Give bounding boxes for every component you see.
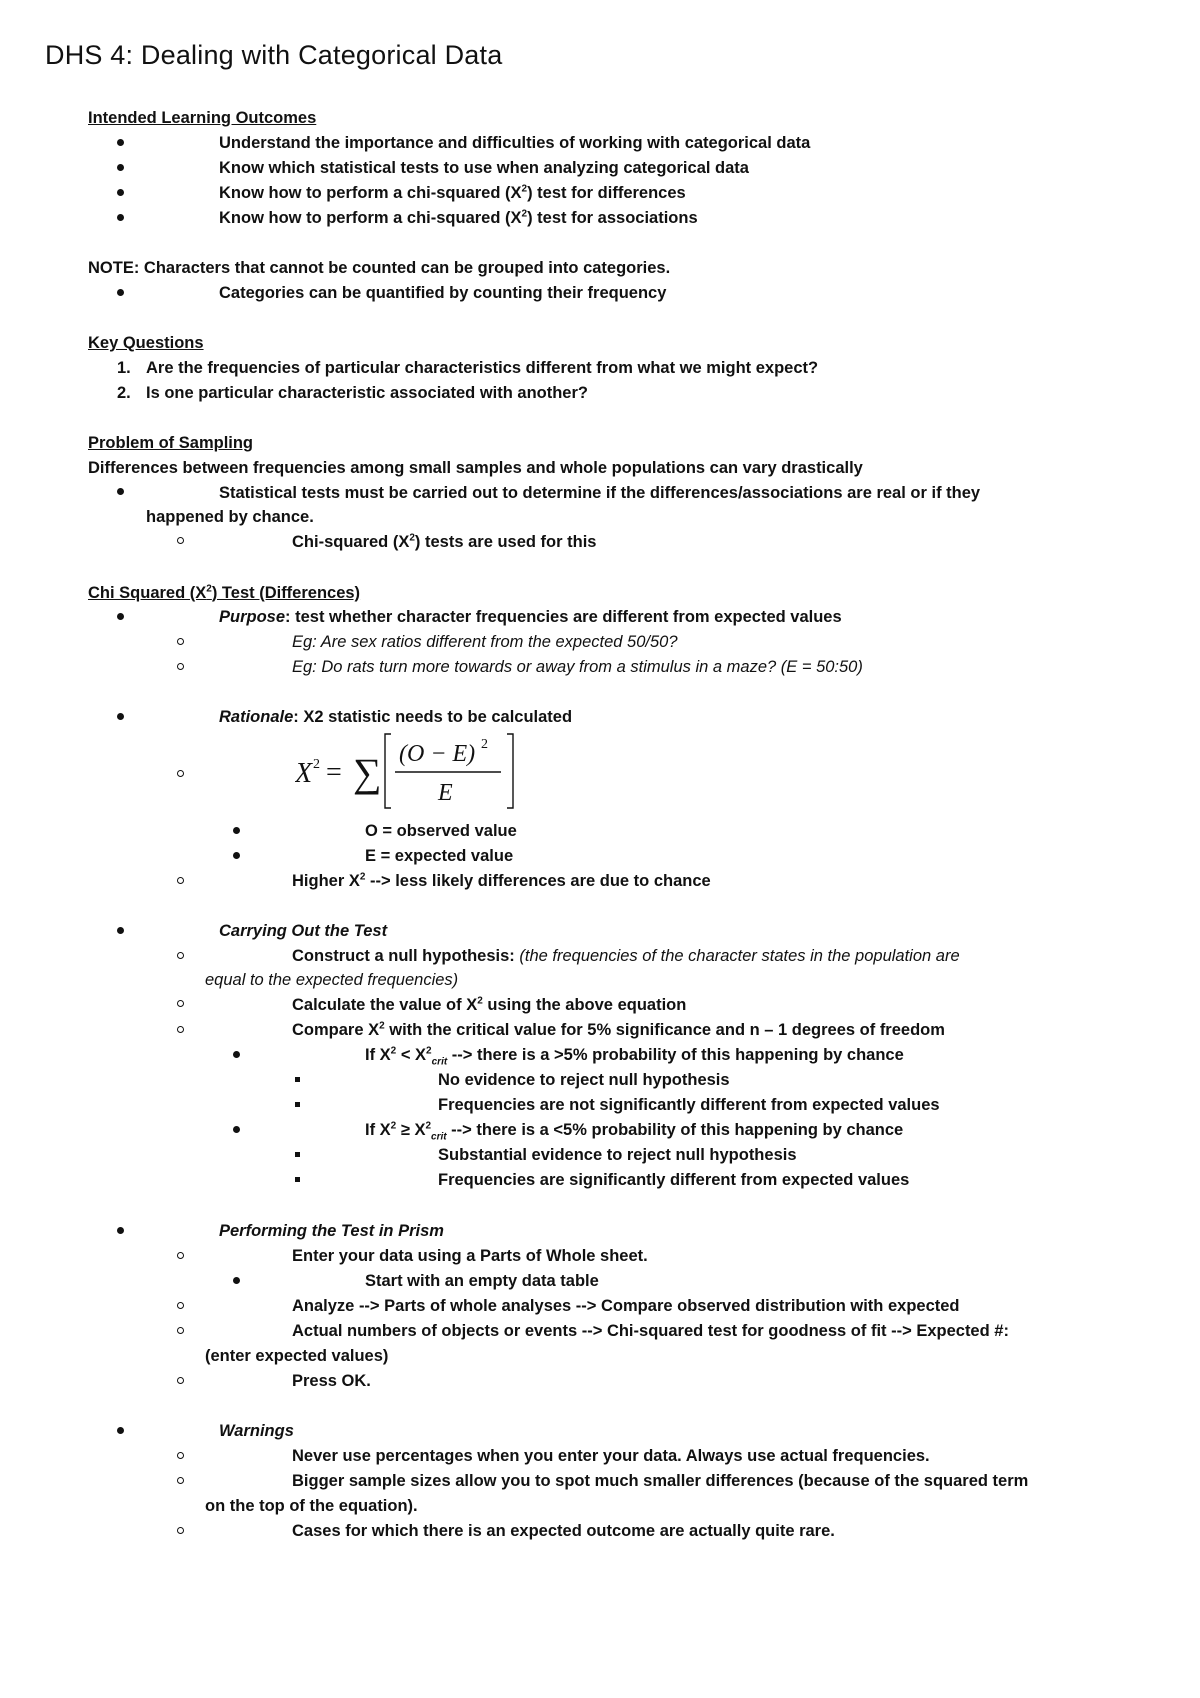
ilo-item-1: Understand the importance and difficulties of working with categorical data (219, 134, 811, 152)
bullet-circle (177, 1252, 184, 1259)
bullet-disc (117, 289, 124, 296)
prism-heading: Performing the Test in Prism (219, 1222, 444, 1240)
bullet-disc (233, 1051, 240, 1058)
warning-2-line2: on the top of the equation). (205, 1497, 418, 1515)
bullet-circle (177, 1026, 184, 1033)
bullet-disc (117, 164, 124, 171)
observed-definition: O = observed value (365, 822, 517, 840)
compare-line: Compare $X^2$ with the critical value for 5% significance and n – 1 degrees of freedom (292, 1020, 945, 1039)
bullet-circle (177, 1302, 184, 1309)
warning-2-line1: Bigger sample sizes allow you to spot much smaller differences (because of the squared term (292, 1472, 1029, 1490)
bullet-circle (177, 537, 184, 544)
bullet-disc (117, 713, 124, 720)
chi-squared-equation (295, 730, 525, 812)
note-bullet: Categories can be quantified by counting their frequency (219, 284, 667, 302)
bullet-disc (117, 189, 124, 196)
svg-text:(O − E): (O − E) (399, 741, 476, 767)
svg-text:X: X (295, 758, 313, 789)
bullet-circle (177, 1452, 184, 1459)
ilo-item-4: Know how to perform a chi-squared $(X^2)$ test for associations (219, 208, 698, 227)
svg-text:E: E (438, 780, 453, 806)
bullet-circle (177, 663, 184, 670)
sampling-bullet-line1: Statistical tests must be carried out to determine if the differences/associations are real or if they (219, 484, 981, 502)
example-1: Eg: Are sex ratios different from the expected 50/50? (292, 633, 678, 651)
warning-1: Never use percentages when you enter your data. Always use actual frequencies. (292, 1447, 930, 1465)
svg-text:=: = (326, 757, 342, 788)
ilo-item-2: Know which statistical tests to use when analyzing categorical data (219, 159, 749, 177)
bullet-disc (233, 1277, 240, 1284)
bullet-disc (233, 852, 240, 859)
bullet-square (295, 1077, 300, 1082)
list-number: 2. (117, 384, 131, 402)
prism-step-1a: Start with an empty data table (365, 1272, 599, 1290)
svg-text:2: 2 (481, 737, 488, 752)
svg-text:2: 2 (313, 757, 320, 772)
bullet-circle (177, 1377, 184, 1384)
if-less-than-crit: If $X^2 < X^2_{crit}$ --> there is a >5% probability of this happening by chance (365, 1045, 904, 1068)
example-2: Eg: Do rats turn more towards or away from a stimulus in a maze? (E = 50:50) (292, 658, 863, 676)
calculate-line: Calculate the value of $X^2$ using the above equation (292, 995, 687, 1014)
svg-text:∑: ∑ (353, 750, 382, 795)
bullet-square (295, 1102, 300, 1107)
carrying-out-heading: Carrying Out the Test (219, 922, 388, 940)
bullet-disc (117, 214, 124, 221)
bullet-circle (177, 1000, 184, 1007)
bullet-circle (177, 638, 184, 645)
prism-step-3-line2: (enter expected values) (205, 1347, 389, 1365)
sampling-bullet-line2: happened by chance. (146, 508, 314, 526)
higher-x2-line: Higher $X^2$ --> less likely differences are due to chance (292, 871, 711, 890)
bullet-disc (117, 927, 124, 934)
bullet-disc (117, 613, 124, 620)
prism-step-4: Press OK. (292, 1372, 371, 1390)
bullet-square (295, 1177, 300, 1182)
bullet-circle (177, 770, 184, 777)
bullet-circle (177, 1527, 184, 1534)
substantial-evidence-line: Substantial evidence to reject null hypothesis (438, 1146, 797, 1164)
sampling-intro: Differences between frequencies among small samples and whole populations can vary drastically (88, 459, 863, 477)
null-hypothesis-line2: equal to the expected frequencies) (205, 971, 459, 989)
if-greater-equal-crit: If $X^2 \ge X^2_{crit}$ --> there is a <5% probability of this happening by chance (365, 1120, 904, 1143)
key-question-2: Is one particular characteristic associated with another? (146, 384, 588, 402)
bullet-disc (233, 1126, 240, 1133)
bullet-disc (117, 1227, 124, 1234)
key-questions-heading: Key Questions (88, 334, 204, 352)
purpose-line: Purpose: test whether character frequencies are different from expected values (219, 608, 842, 626)
bullet-circle (177, 1327, 184, 1334)
bullet-square (295, 1152, 300, 1157)
note-line: NOTE: Characters that cannot be counted can be grouped into categories. (88, 259, 671, 277)
bullet-circle (177, 952, 184, 959)
list-number: 1. (117, 359, 131, 377)
page-title: DHS 4: Dealing with Categorical Data (45, 40, 503, 70)
bullet-disc (233, 827, 240, 834)
significant-line: Frequencies are significantly different from expected values (438, 1171, 910, 1189)
sampling-sub-bullet: Chi-squared $(X^2)$ tests are used for this (292, 532, 597, 551)
ilo-item-3: Know how to perform a chi-squared $(X^2)$ test for differences (219, 183, 686, 202)
bullet-circle (177, 877, 184, 884)
key-question-1: Are the frequencies of particular characteristics different from what we might expect? (146, 359, 819, 377)
warning-3: Cases for which there is an expected outcome are actually quite rare. (292, 1522, 835, 1540)
not-significant-line: Frequencies are not significantly different from expected values (438, 1096, 940, 1114)
prism-step-2: Analyze --> Parts of whole analyses --> Compare observed distribution with expected (292, 1297, 960, 1315)
prism-step-1: Enter your data using a Parts of Whole sheet. (292, 1247, 648, 1265)
expected-definition: E = expected value (365, 847, 514, 865)
rationale-line: Rationale: X2 statistic needs to be calculated (219, 708, 573, 726)
no-evidence-line: No evidence to reject null hypothesis (438, 1071, 730, 1089)
bullet-disc (117, 139, 124, 146)
bullet-disc (117, 488, 124, 495)
ilo-heading: Intended Learning Outcomes (88, 109, 317, 127)
bullet-circle (177, 1477, 184, 1484)
sampling-heading: Problem of Sampling (88, 434, 254, 452)
null-hypothesis-line1: Construct a null hypothesis: (the frequencies of the character states in the population are (292, 947, 960, 965)
bullet-disc (117, 1427, 124, 1434)
chi-heading: Chi Squared $(X^2)$ Test (Differences) (88, 583, 361, 602)
prism-step-3-line1: Actual numbers of objects or events --> Chi-squared test for goodness of fit --> Expected #: (292, 1322, 1009, 1340)
warnings-heading: Warnings (219, 1422, 294, 1440)
